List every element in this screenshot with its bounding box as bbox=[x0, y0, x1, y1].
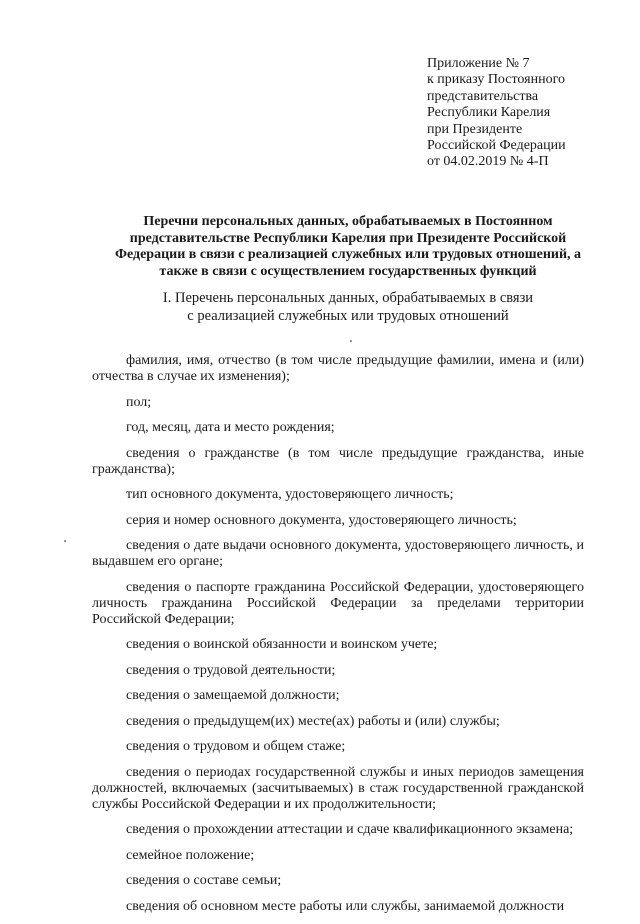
scan-speck bbox=[64, 540, 66, 542]
appendix-header bbox=[427, 56, 627, 171]
appendix-line: Республики Карелия bbox=[427, 105, 551, 121]
list-item: сведения об основном месте работы или службы, занимаемой должности bbox=[126, 898, 565, 914]
document-title bbox=[110, 214, 586, 280]
list-item: сведения о дате выдачи основного документа, удостоверяющего личность, и выдавшем его органе; bbox=[92, 538, 584, 569]
list-item: сведения о трудовом и общем стаже; bbox=[126, 739, 346, 754]
title-line: Перечни персональных данных, обрабатываемых в Постоянном bbox=[143, 214, 553, 229]
appendix-line: Приложение № 7 bbox=[427, 56, 530, 71]
list-item: сведения о прохождении аттестации и сдаче квалификационного экзамена; bbox=[126, 822, 574, 837]
scan-speck bbox=[350, 340, 352, 342]
appendix-line: представительства bbox=[427, 88, 539, 104]
section-line: с реализацией служебных или трудовых отношений bbox=[187, 307, 509, 324]
appendix-line: к приказу Постоянного bbox=[427, 72, 565, 88]
list-item: сведения о паспорте гражданина Российской Федерации, удостоверяющего личность гражданина Российской Федерации за пределами территории Российской Федерации; bbox=[92, 579, 584, 627]
appendix-line: от 04.02.2019 № 4-П bbox=[427, 154, 549, 170]
list-item: сведения о предыдущем(их) месте(ах) работы и (или) службы; bbox=[126, 713, 500, 729]
list-item: год, месяц, дата и место рождения; bbox=[126, 420, 335, 435]
list-item: сведения о гражданстве (в том числе предыдущие гражданства, иные гражданства); bbox=[92, 445, 584, 477]
title-line: также в связи с осуществлением государственных функций bbox=[159, 263, 537, 279]
appendix-line: при Президенте bbox=[427, 121, 523, 137]
list-item: серия и номер основного документа, удостоверяющего личность; bbox=[126, 512, 517, 528]
list-item: сведения о составе семьи; bbox=[126, 873, 282, 888]
appendix-line: Российской Федерации bbox=[427, 138, 566, 154]
personal-data-list bbox=[92, 353, 584, 924]
list-item: сведения о периодах государственной службы и иных периодов замещения должностей, включаемых (засчитываемых) в стаж государственной гражданской службы Российской Федерации и их продолжительности; bbox=[92, 764, 584, 812]
title-line: представительстве Республики Карелия при Президенте Российской bbox=[129, 230, 567, 246]
list-item: сведения о трудовой деятельности; bbox=[126, 662, 336, 678]
section-heading bbox=[110, 290, 586, 325]
list-item: тип основного документа, удостоверяющего личность; bbox=[126, 487, 454, 502]
title-line: Федерации в связи с реализацией служебных или трудовых отношений, а bbox=[114, 247, 582, 262]
list-item: сведения о замещаемой должности; bbox=[126, 688, 340, 703]
list-item: сведения о воинской обязанности и воинском учете; bbox=[126, 637, 438, 652]
list-item: пол; bbox=[126, 394, 152, 410]
list-item: семейное положение; bbox=[126, 847, 255, 863]
list-item: фамилия, имя, отчество (в том числе предыдущие фамилии, имена и (или) отчества в случае их изменения); bbox=[92, 353, 584, 384]
section-line: I. Перечень персональных данных, обрабатываемых в связи bbox=[162, 290, 534, 306]
